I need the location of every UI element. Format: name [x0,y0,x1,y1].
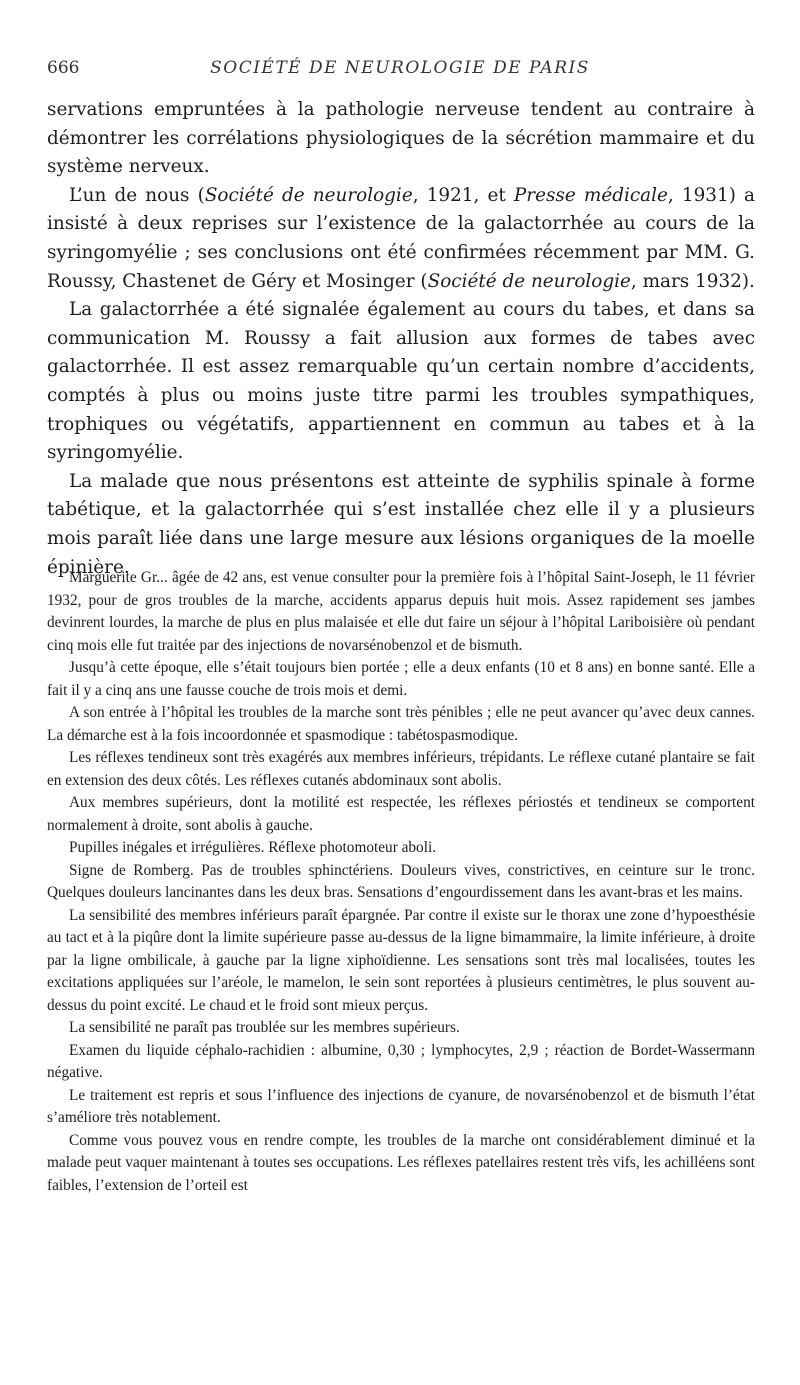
case-paragraph: Marguerite Gr... âgée de 42 ans, est venue consulter pour la première fois à l’hôpital Saint-Joseph, le 11 février 1932, pour de gros troubles de la marche, accidents apparus depuis huit mois. Assez rapidement ses jambes devinrent lourdes, la marche de plus en plus malaisée et elle dut faire un séjour à l’hôpital Lariboisière où pendant cinq mois elle fut traitée par des injections de novarsénobenzol et de bismuth. [47,569,755,654]
case-paragraph: Signe de Romberg. Pas de troubles sphinctériens. Douleurs vives, constrictives, en ceinture sur le tronc. Quelques douleurs lancinantes dans les deux bras. Sensations d’engourdissement dans les avant-bras et les mains. [47,861,755,901]
paragraph-1: servations empruntées à la pathologie nerveuse tendent au contraire à démontrer les corrélations physiologiques de la sécrétion mammaire et du système nerveux. [47,99,755,178]
case-paragraph: Les réflexes tendineux sont très exagérés aux membres inférieurs, trépidants. Le réflexe cutané plantaire se fait en extension des deux côtés. Les réflexes cutanés abdominaux sont abolis. [47,749,755,789]
p2-text-c: , 1921, et [412,184,514,206]
case-paragraph: Pupilles inégales et irrégulières. Réflexe photomoteur aboli. [69,839,437,856]
case-paragraph: Examen du liquide céphalo-rachidien : albumine, 0,30 ; lymphocytes, 2,9 ; réaction de Bordet-Wassermann négative. [47,1041,755,1081]
citation-journal-3: Société de neurologie [427,270,631,292]
case-paragraph: Comme vous pouvez vous en rendre compte, les troubles de la marche ont considérablement diminué et la malade peut vaquer maintenant à toutes ses occupations. Les réflexes patellaires restent très vifs, les achilléens sont faibles, l’extension de l’orteil est [47,1131,755,1194]
p2-text-g: , mars 1932). [630,270,755,292]
case-report [47,567,755,1197]
case-paragraph: A son entrée à l’hôpital les troubles de la marche sont très pénibles ; elle ne peut avancer qu’avec deux cannes. La démarche est à la fois incoordonnée et spasmodique : tabétospasmodique. [47,704,755,744]
page-number: 666 [47,58,80,78]
case-paragraph: La sensibilité des membres inférieurs paraît épargnée. Par contre il existe sur le thorax une zone d’hypoesthésie au tact et à la piqûre dont la limite supérieure passe au-dessus de la ligne bimammaire, la limite inférieure, à droite par la ligne ombilicale, à gauche par la ligne xiphoïdienne. Les sensations sont très mal localisées, toutes les excitations appliquées sur l’aréole, le mamelon, le sein sont reportées à plusieurs centimètres, le plus souvent au-dessus du point excité. Le chaud et le froid sont mieux perçus. [47,906,755,1014]
citation-journal-2: Presse médicale [513,184,668,206]
case-paragraph: La sensibilité ne paraît pas troublée sur les membres supérieurs. [69,1019,460,1036]
main-text [47,96,755,582]
paragraph-4: La malade que nous présentons est atteinte de syphilis spinale à forme tabétique, et la galactorrhée qui s’est installée chez elle il y a plusieurs mois paraît liée dans une large mesure aux lésions organiques de la moelle épinière. [47,470,755,578]
citation-journal-1: Société de neurologie [204,184,413,206]
paragraph-2 [47,182,755,296]
case-paragraph: Jusqu’à cette époque, elle s’était toujours bien portée ; elle a deux enfants (10 et 8 ans) en bonne santé. Elle a fait il y a cinq ans une fausse couche de trois mois et demi. [47,659,755,699]
case-paragraph: Aux membres supérieurs, dont la motilité est respectée, les réflexes périostés et tendineux se comportent normalement à droite, sont abolis à gauche. [47,794,755,834]
case-paragraph: Le traitement est repris et sous l’influence des injections de cyanure, de novarsénobenzol et de bismuth l’état s’améliore très notablement. [47,1086,755,1126]
p2-text-a: L’un de nous ( [69,184,205,206]
page-header [47,58,753,86]
p2-text-e: , 1931) a insisté à deux reprises sur l’existence de la galactorrhée au cours de la syringomyélie ; ses conclusions ont été confirmées récemment par MM. G. Roussy, Chastenet de Géry et Mosinger ( [47,184,755,292]
running-title: SOCIÉTÉ DE NEUROLOGIE DE PARIS [210,58,590,78]
paragraph-3: La galactorrhée a été signalée également au cours du tabes, et dans sa communication M. Roussy a fait allusion aux formes de tabes avec galactorrhée. Il est assez remarquable qu’un certain nombre d’accidents, comptés à plus ou moins juste titre parmi les troubles sympathiques, trophiques ou végétatifs, appartiennent en commun au tabes et à la syringomyélie. [47,299,755,464]
